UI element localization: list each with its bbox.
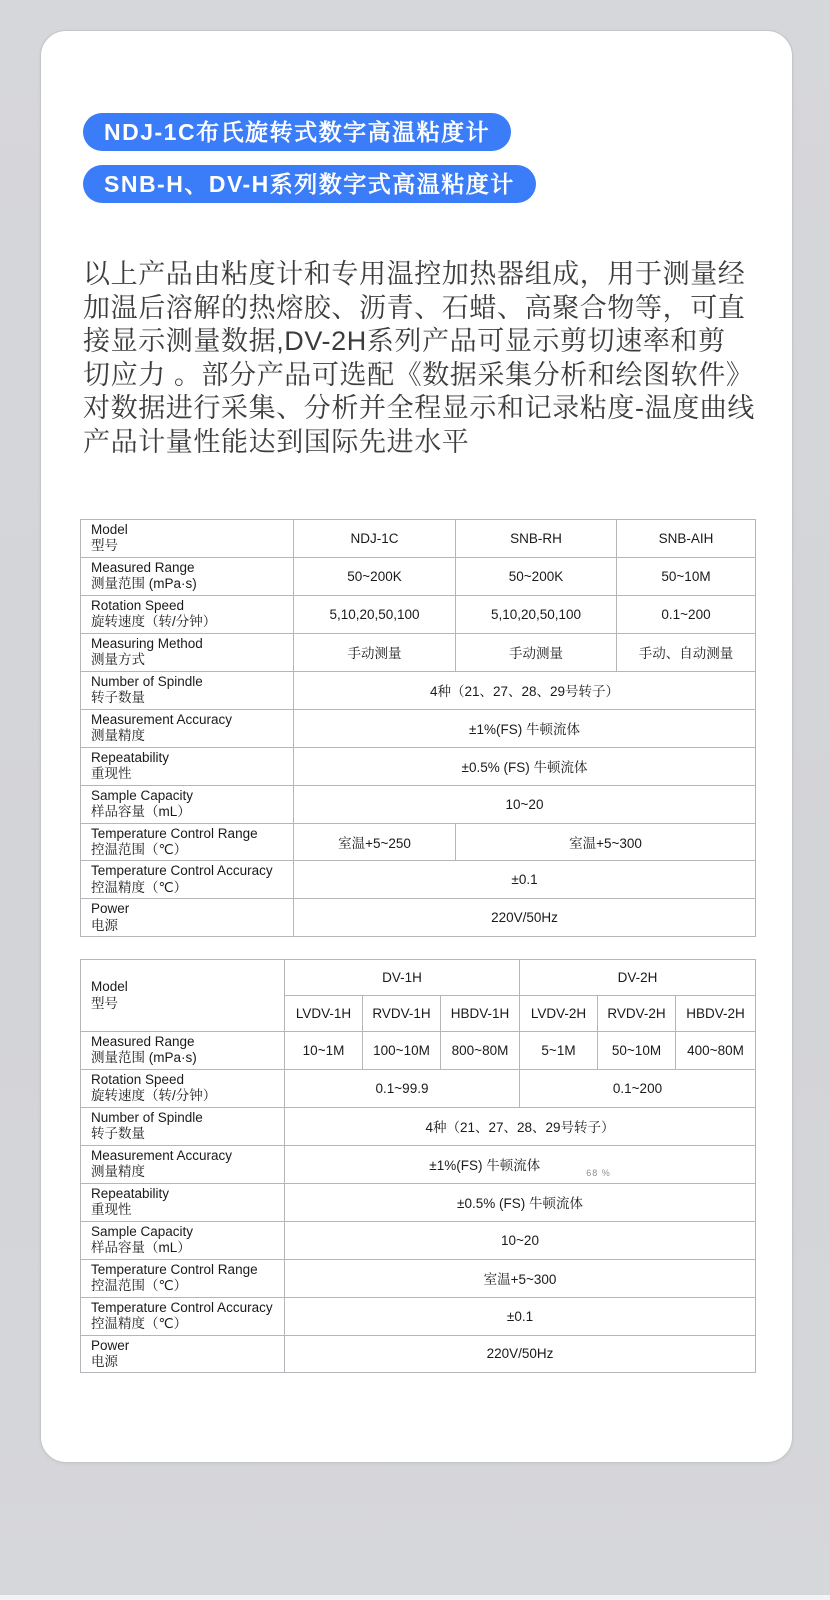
row-measured-range bbox=[81, 1032, 756, 1070]
spec-table-dv1h-dv2h bbox=[80, 959, 756, 1373]
cell-value: 室温+5~300 bbox=[456, 823, 756, 861]
row-label-cn: 电源 bbox=[91, 917, 118, 933]
row-label-en: Number of Spindle bbox=[91, 673, 203, 689]
row-measurement-accuracy bbox=[81, 1145, 756, 1183]
row-temp-control-range bbox=[81, 823, 756, 861]
row-power bbox=[81, 1335, 756, 1373]
cell-value: 4种（21、27、28、29号转子） bbox=[294, 671, 756, 709]
cell-value: 5,10,20,50,100 bbox=[456, 595, 617, 633]
row-label-en: Sample Capacity bbox=[91, 787, 194, 803]
description-line: 以上产品由粘度计和专用温控加热器组成，用于测量经 bbox=[83, 259, 746, 289]
row-label-en: Power bbox=[91, 901, 130, 917]
cell-value: ±0.5% (FS) 牛顿流体 bbox=[294, 747, 756, 785]
cell-value: 220V/50Hz bbox=[294, 899, 756, 937]
row-measured-range bbox=[81, 557, 756, 595]
model-col-header: LVDV-2H bbox=[520, 996, 598, 1032]
row-measurement-accuracy bbox=[81, 709, 756, 747]
cell-value: 室温+5~300 bbox=[285, 1259, 756, 1297]
model-col-header: LVDV-1H bbox=[285, 996, 363, 1032]
cell-value: 手动测量 bbox=[294, 633, 456, 671]
row-rotation-speed bbox=[81, 1069, 756, 1107]
row-label-en: Temperature Control Accuracy bbox=[91, 863, 273, 879]
cell-value: 5~1M bbox=[520, 1032, 598, 1070]
row-label-cn: 控温精度（℃） bbox=[91, 879, 188, 895]
model-col-header: HBDV-1H bbox=[441, 996, 520, 1032]
description-line: 接显示测量数据,DV-2H系列产品可显示剪切速率和剪 bbox=[83, 326, 726, 357]
cell-value: 手动测量 bbox=[456, 633, 617, 671]
cell-value: 室温+5~250 bbox=[294, 823, 456, 861]
model-col-header: NDJ-1C bbox=[294, 520, 456, 558]
row-label-en: Rotation Speed bbox=[91, 1071, 185, 1087]
row-label-cn: 型号 bbox=[91, 538, 118, 554]
cell-value: ±1%(FS) 牛顿流体 bbox=[294, 709, 756, 747]
cell-value: 10~1M bbox=[285, 1032, 363, 1070]
row-label-en: Sample Capacity bbox=[91, 1223, 194, 1239]
row-label-cn: 测量方式 bbox=[91, 652, 145, 668]
cell-value: 5,10,20,50,100 bbox=[294, 595, 456, 633]
row-label-cn: 旋转速度（转/分钟） bbox=[91, 614, 217, 630]
row-label-en: Measuring Method bbox=[91, 635, 203, 651]
row-label-cn: 转子数量 bbox=[91, 690, 145, 706]
cell-value: 10~20 bbox=[294, 785, 756, 823]
row-label-en: Temperature Control Accuracy bbox=[91, 1299, 273, 1315]
model-group-header: DV-2H bbox=[520, 960, 756, 996]
row-label-cn: 测量范围 (mPa·s) bbox=[91, 576, 197, 592]
row-measuring-method bbox=[81, 633, 756, 671]
row-label-en: Model bbox=[91, 979, 128, 995]
cell-value: 50~200K bbox=[294, 557, 456, 595]
model-group-header: DV-1H bbox=[285, 960, 520, 996]
row-label-cn: 重现性 bbox=[91, 766, 132, 782]
cell-value: 0.1~99.9 bbox=[285, 1069, 520, 1107]
cell-value: 0.1~200 bbox=[617, 595, 756, 633]
row-label-cn: 控温范围（℃） bbox=[91, 841, 188, 857]
row-label-en: Measurement Accuracy bbox=[91, 711, 233, 727]
cell-value: ±1%(FS) 牛顿流体 bbox=[429, 1158, 541, 1174]
row-label-cn: 测量范围 (mPa·s) bbox=[91, 1050, 197, 1066]
row-label-en: Measured Range bbox=[91, 1034, 195, 1049]
row-label-cn: 测量精度 bbox=[91, 728, 145, 744]
cell-value: 50~10M bbox=[598, 1032, 676, 1070]
cell-value: 220V/50Hz bbox=[285, 1335, 756, 1373]
row-label-en: Measured Range bbox=[91, 559, 195, 575]
description-line: 加温后溶解的热熔胶、沥青、石蜡、高聚合物等，可直 bbox=[83, 292, 746, 323]
model-col-header: RVDV-2H bbox=[598, 996, 676, 1032]
row-label-en: Power bbox=[91, 1337, 130, 1353]
row-label-cn: 转子数量 bbox=[91, 1126, 145, 1142]
cell-value: 50~10M bbox=[617, 557, 756, 595]
model-col-header: RVDV-1H bbox=[363, 996, 441, 1032]
row-number-of-spindle bbox=[81, 671, 756, 709]
row-label-cn: 样品容量（mL） bbox=[91, 804, 191, 820]
watermark-artifact-text: 68 % bbox=[586, 1168, 611, 1179]
model-col-header: SNB-AIH bbox=[617, 520, 756, 558]
row-temp-control-accuracy bbox=[81, 1297, 756, 1335]
row-label-cn: 样品容量（mL） bbox=[91, 1240, 191, 1256]
row-label-cn: 旋转速度（转/分钟） bbox=[91, 1088, 217, 1104]
cell-value: 4种（21、27、28、29号转子） bbox=[285, 1107, 756, 1145]
cell-value: 50~200K bbox=[456, 557, 617, 595]
product-title-badge-ndj1c: NDJ-1C布氏旋转式数字高温粘度计 bbox=[83, 113, 511, 151]
row-label-en: Temperature Control Range bbox=[91, 825, 258, 841]
row-temp-control-accuracy bbox=[81, 861, 756, 899]
description-line: 产品计量性能达到国际先进水平 bbox=[83, 426, 470, 457]
cell-value: ±0.1 bbox=[285, 1297, 756, 1335]
row-label-en: Rotation Speed bbox=[91, 597, 185, 613]
model-col-header: HBDV-2H bbox=[676, 996, 756, 1032]
product-description bbox=[83, 258, 759, 460]
product-title-badge-snbh-dvh: SNB-H、DV-H系列数字式高温粘度计 bbox=[83, 165, 536, 203]
cell-value: 10~20 bbox=[285, 1221, 756, 1259]
row-sample-capacity bbox=[81, 1221, 756, 1259]
cell-value: 手动、自动测量 bbox=[617, 633, 756, 671]
cell-value: 400~80M bbox=[676, 1032, 756, 1070]
row-label-en: Model bbox=[91, 522, 128, 537]
row-rotation-speed bbox=[81, 595, 756, 633]
description-line: 对数据进行采集、分析并全程显示和记录粘度-温度曲线 bbox=[83, 393, 755, 424]
row-repeatability bbox=[81, 1183, 756, 1221]
next-section-edge bbox=[0, 1595, 830, 1600]
cell-value: ±0.1 bbox=[294, 861, 756, 899]
model-col-header: SNB-RH bbox=[456, 520, 617, 558]
row-label-en: Measurement Accuracy bbox=[91, 1147, 233, 1163]
row-sample-capacity bbox=[81, 785, 756, 823]
cell-value: 800~80M bbox=[441, 1032, 520, 1070]
row-label-en: Repeatability bbox=[91, 749, 170, 765]
spec-table-ndj-snb bbox=[80, 519, 756, 937]
row-label-cn: 测量精度 bbox=[91, 1164, 145, 1180]
row-model bbox=[81, 520, 756, 558]
row-label-en: Repeatability bbox=[91, 1185, 170, 1201]
row-label-en: Number of Spindle bbox=[91, 1109, 203, 1125]
description-line: 切应力 。部分产品可选配《数据采集分析和绘图软件》 bbox=[83, 359, 754, 390]
product-detail-card bbox=[40, 30, 793, 1463]
row-model-groups bbox=[81, 960, 756, 996]
cell-value: 0.1~200 bbox=[520, 1069, 756, 1107]
row-label-en: Temperature Control Range bbox=[91, 1261, 258, 1277]
row-number-of-spindle bbox=[81, 1107, 756, 1145]
row-label-cn: 重现性 bbox=[91, 1202, 132, 1218]
cell-value: ±0.5% (FS) 牛顿流体 bbox=[285, 1183, 756, 1221]
cell-value: 100~10M bbox=[363, 1032, 441, 1070]
row-temp-control-range bbox=[81, 1259, 756, 1297]
row-label-cn: 控温范围（℃） bbox=[91, 1278, 188, 1294]
row-label-cn: 电源 bbox=[91, 1353, 118, 1369]
row-label-cn: 控温精度（℃） bbox=[91, 1316, 188, 1332]
row-power bbox=[81, 899, 756, 937]
row-label-cn: 型号 bbox=[91, 995, 118, 1011]
row-repeatability bbox=[81, 747, 756, 785]
